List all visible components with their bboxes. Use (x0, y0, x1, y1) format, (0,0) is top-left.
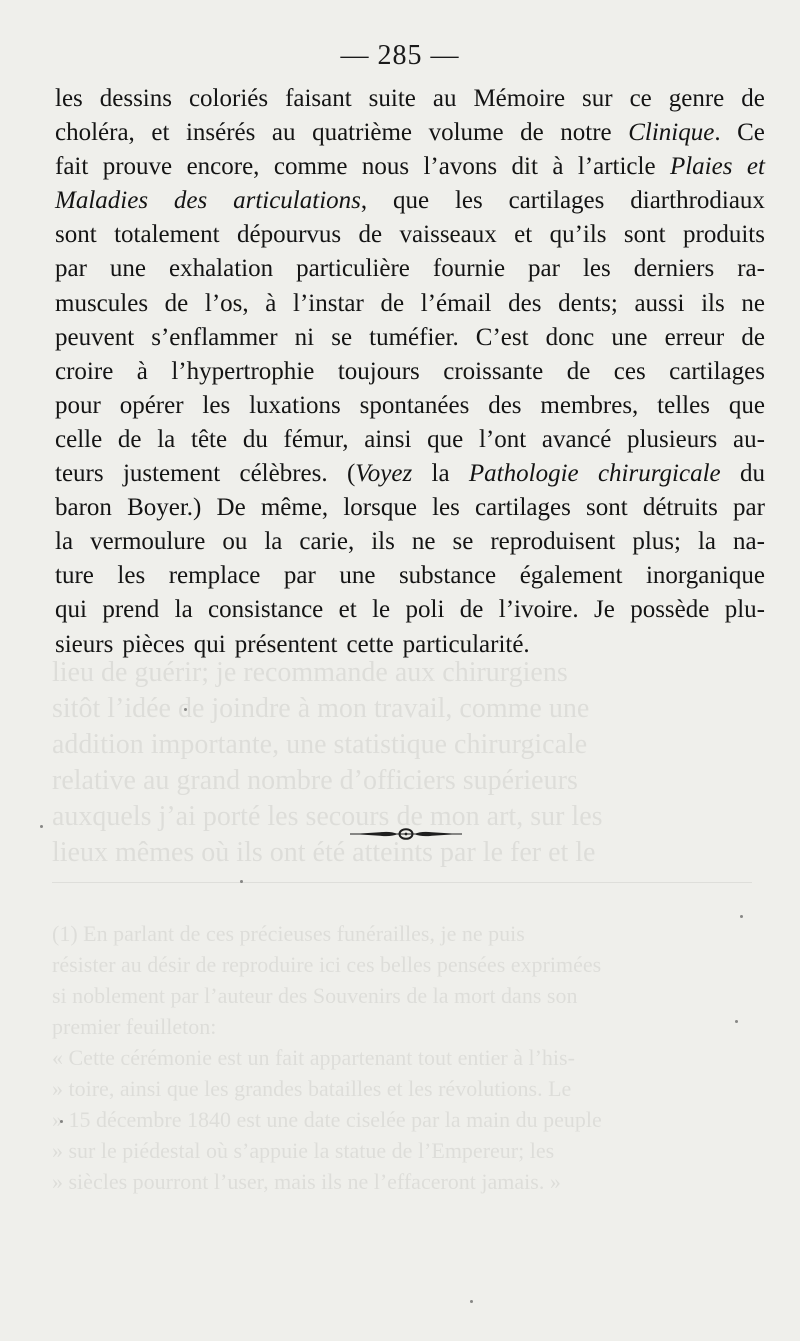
word: donc (545, 323, 595, 351)
word: ne (411, 528, 436, 556)
word: muscules (55, 289, 149, 317)
word: les (454, 187, 483, 215)
word: particulière (296, 255, 410, 283)
word: prouve (102, 153, 173, 181)
word: les (432, 494, 460, 522)
word: consistance (208, 596, 324, 624)
paper-speck (740, 915, 743, 918)
word: coloriés (188, 85, 269, 112)
word: qu’ils (549, 221, 607, 249)
word: chirurgicale (597, 460, 721, 488)
word: l’hypertrophie (171, 357, 315, 385)
word: Ce (737, 119, 765, 147)
word: diarthrodiaux (630, 187, 765, 215)
word: tuméfier. (369, 323, 459, 351)
word: notre (560, 119, 612, 147)
word: les (117, 562, 146, 590)
word: sieurs (55, 630, 114, 658)
text-line (55, 628, 765, 662)
word: lorsque (343, 494, 417, 522)
text-line (55, 252, 765, 286)
text-line (55, 525, 765, 559)
word: C’est (475, 323, 529, 351)
word: justement (122, 460, 221, 488)
word: cette (346, 630, 394, 658)
word: totalement (114, 221, 220, 249)
word: la (157, 425, 176, 453)
word: sont (585, 494, 628, 522)
word: de (459, 596, 484, 624)
word: ni (294, 323, 315, 351)
word: que (728, 391, 765, 419)
word: ne (741, 289, 765, 317)
word: pour (55, 391, 101, 419)
word: reproduisent (490, 528, 616, 556)
word: ainsi (364, 425, 412, 453)
word: ture (55, 562, 94, 590)
word: l’ivoire. (498, 596, 579, 624)
word: par (55, 255, 87, 283)
text-line (55, 593, 765, 627)
word: l’article (577, 153, 656, 181)
word: genre (668, 85, 725, 112)
word: celle (55, 425, 103, 453)
word: la (55, 528, 74, 556)
word: du (242, 425, 268, 453)
word: de (358, 221, 383, 249)
word: l’os, (204, 289, 249, 317)
word: plu- (724, 596, 765, 624)
word: opérer (119, 391, 184, 419)
word: se (331, 323, 353, 351)
word: et (746, 153, 765, 181)
word: fournie (432, 255, 506, 283)
word: qui (55, 596, 87, 624)
word: choléra, (55, 119, 135, 147)
word: baron (55, 494, 112, 522)
word: que (427, 425, 464, 453)
word: une (339, 562, 376, 590)
word: ils (701, 289, 725, 317)
word: de (164, 289, 189, 317)
word: que (393, 187, 430, 215)
word: les (582, 255, 611, 283)
text-line (55, 355, 765, 389)
text-line (55, 389, 765, 423)
word: ou (222, 528, 248, 556)
word: suite (368, 85, 416, 112)
text-line (55, 423, 765, 457)
paper-speck (240, 880, 243, 883)
word: célèbres. (239, 460, 328, 488)
word: Mémoire (473, 85, 566, 112)
word: inorganique (645, 562, 765, 590)
text-line (55, 491, 765, 525)
text-line (55, 184, 765, 218)
word: tête (191, 425, 228, 453)
text-line (55, 218, 765, 252)
word: l’instar (293, 289, 364, 317)
word: erreur (664, 323, 725, 351)
word: teurs (55, 460, 104, 488)
word: ils (371, 528, 395, 556)
word: vaisseaux (399, 221, 497, 249)
word: au (432, 85, 457, 112)
word: Plaies (669, 153, 733, 181)
text-line (55, 287, 765, 321)
word: l’ont (478, 425, 527, 453)
word: (Voyez (346, 460, 413, 488)
word: ces (613, 357, 646, 385)
word: sur (582, 85, 613, 112)
word: dépourvus (237, 221, 342, 249)
word: Boyer.) (127, 494, 202, 522)
word: des (173, 187, 208, 215)
word: vermoulure (90, 528, 206, 556)
word: De (216, 494, 246, 522)
word: encore, (186, 153, 260, 181)
word: la (431, 460, 450, 488)
word: articulations, (233, 187, 368, 215)
word: Pathologie (468, 460, 579, 488)
word: ra- (737, 255, 765, 283)
page-number: — 285 — (340, 40, 460, 71)
word: et (151, 119, 170, 147)
show-through-text: lieu de guérir; je recommande aux chirurgiens sitôt l’idée de joindre à mon travail, comme une addition importante, une statistique chirurgicale relative au grand nombre d’officiers supérieurs auxquels j’ai porté les secours de mon art, sur les lieux mêmes où ils ont été atteints par le fer et le (52, 657, 603, 868)
word: luxations (249, 391, 341, 419)
word: et (514, 221, 533, 249)
word: derniers (633, 255, 715, 283)
word: particularité. (402, 630, 530, 658)
paper-speck (40, 825, 43, 828)
text-line (55, 116, 765, 150)
word: cartilages (508, 187, 605, 215)
word: présentent (234, 630, 338, 658)
text-line (55, 150, 765, 184)
word: une (109, 255, 146, 283)
text-line (55, 457, 765, 491)
word: sont (55, 221, 97, 249)
paper-speck (184, 708, 187, 711)
word: toujours (337, 357, 420, 385)
paper-speck (470, 1300, 473, 1303)
word: par (283, 562, 316, 590)
word: avancé (541, 425, 612, 453)
word: même, (260, 494, 329, 522)
word: prend (102, 596, 160, 624)
word: nous (361, 153, 410, 181)
word: produits (683, 221, 765, 249)
word: exhalation (168, 255, 274, 283)
word: de (741, 85, 765, 112)
word: à (265, 289, 277, 317)
word: aussi (634, 289, 685, 317)
word: fait (55, 153, 89, 181)
body-text (55, 82, 765, 662)
word: et (338, 596, 357, 624)
word: substance (398, 562, 497, 590)
word: sont (623, 221, 666, 249)
word: spontanées (359, 391, 470, 419)
word: remplace (168, 562, 261, 590)
word: à (136, 357, 148, 385)
word: dents; (558, 289, 618, 317)
word: détruits (642, 494, 718, 522)
paper-speck (735, 1020, 738, 1023)
word: quatrième (312, 119, 413, 147)
show-through-rule (52, 882, 752, 883)
word: de (741, 323, 765, 351)
word: dit (511, 153, 538, 181)
word: des (508, 289, 542, 317)
word: une (611, 323, 648, 351)
word: na- (733, 528, 765, 556)
word: au- (733, 425, 765, 453)
word: se (452, 528, 474, 556)
word: telles (657, 391, 710, 419)
word: de (566, 357, 591, 385)
word: pièces (122, 630, 185, 658)
word: l’avons (423, 153, 498, 181)
word: volume (428, 119, 504, 147)
word: les (55, 85, 83, 112)
word: dessins (99, 85, 172, 112)
word: plusieurs (627, 425, 718, 453)
word: s’enflammer (151, 323, 278, 351)
word: la (264, 528, 283, 556)
word: membres, (540, 391, 639, 419)
word: des (488, 391, 522, 419)
fleuron-divider-icon (350, 826, 462, 842)
word: faisant (285, 85, 352, 112)
word: également (519, 562, 623, 590)
word: Maladies (55, 187, 149, 215)
paper-speck (60, 1120, 63, 1123)
word: au (271, 119, 296, 147)
word: comme (273, 153, 348, 181)
word: à (552, 153, 564, 181)
word: peuvent (55, 323, 135, 351)
word: l’émail (420, 289, 492, 317)
word: de (380, 289, 405, 317)
word: ce (629, 85, 652, 112)
word: cartilages (669, 357, 765, 385)
word: Clinique. (628, 119, 721, 147)
word: de (117, 425, 142, 453)
word: carie, (299, 528, 355, 556)
word: cartilages (475, 494, 571, 522)
word: par (732, 494, 765, 522)
word: la (174, 596, 193, 624)
word: qui (193, 630, 226, 658)
word: poli (405, 596, 445, 624)
word: croissante (443, 357, 544, 385)
word: fémur, (283, 425, 349, 453)
word: la (697, 528, 716, 556)
text-line (55, 321, 765, 355)
word: du (739, 460, 765, 488)
word: Je (593, 596, 615, 624)
word: plus; (632, 528, 681, 556)
word: par (528, 255, 560, 283)
word: de (520, 119, 544, 147)
text-line (55, 559, 765, 593)
word: croire (55, 357, 114, 385)
word: possède (630, 596, 710, 624)
word: les (202, 391, 231, 419)
show-through-footnote: (1) En parlant de ces précieuses funérailles, je ne puis résister au désir de reproduire ici ces belles pensées exprimées si noblement par l’auteur des Souvenirs de la mort dans son premier feuilleton: « Cette cérémonie est un fait appartenant tout entier à l’his- » toire, ainsi que les grandes batailles et les révolutions. Le » 15 décembre 1840 est une date ciselée par la main du peuple » sur le piédestal où s’appuie la statue de l’Empereur; les » siècles pourront l’user, mais ils ne l’effaceront jamais. » (52, 921, 602, 1194)
word: insérés (185, 119, 256, 147)
word: le (372, 596, 391, 624)
text-line (55, 82, 765, 116)
